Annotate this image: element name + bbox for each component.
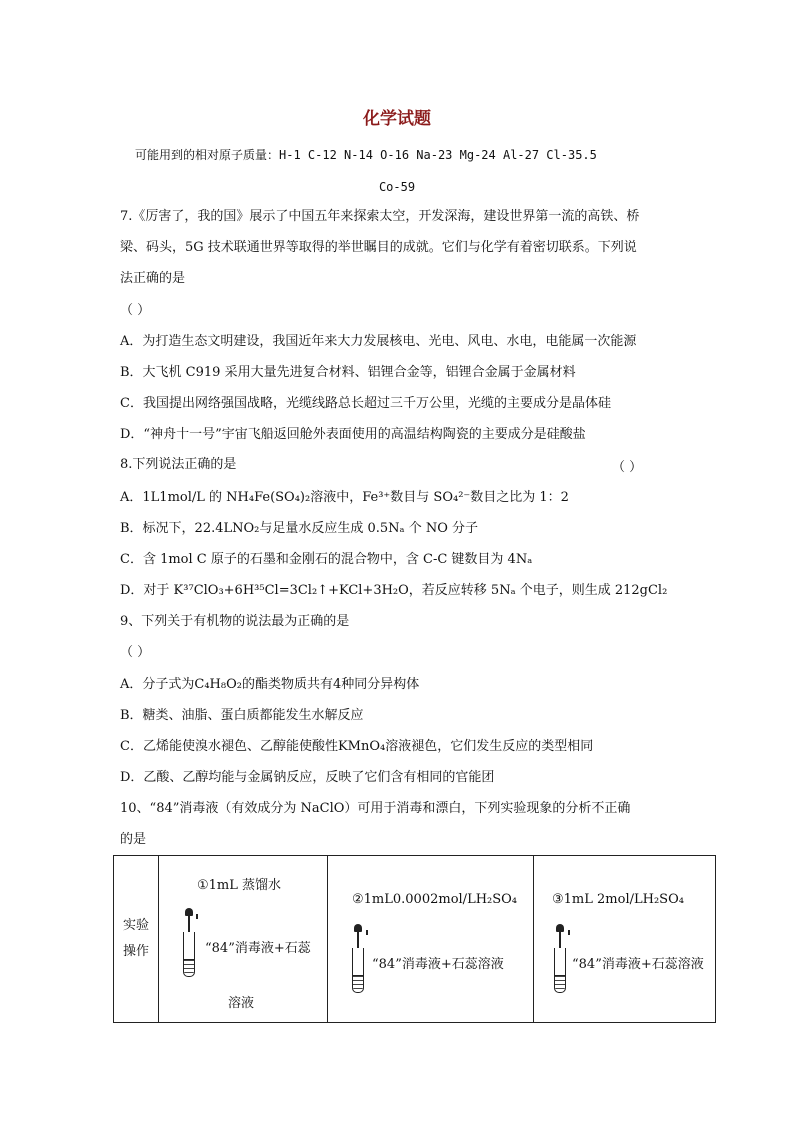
q7-stem-line2: 梁、码头，5G 技术联通世界等取得的举世瞩目的成就。它们与化学有着密切联系。下列说 — [120, 240, 637, 255]
cell1-contents-cont: 溶液 — [228, 996, 255, 1011]
cell3-reagent: ③1mL 2mol/LH₂SO₄ — [552, 892, 684, 907]
dropper-icon — [188, 914, 190, 932]
test-tube-icon — [352, 948, 364, 993]
cell3-contents: “84”消毒液+石蕊溶液 — [572, 957, 704, 972]
q8-stem: 8.下列说法正确的是 — [120, 457, 237, 472]
q9-option-c: C．乙烯能使溴水褪色、乙醇能使酸性KMnO₄溶液褪色，它们发生反应的类型相同 — [120, 739, 594, 754]
q8-option-d: D．对于 K³⁷ClO₃+6H³⁵Cl=3Cl₂↑+KCl+3H₂O，若反应转移 5Nₐ 个电子，则生成 212gCl₂ — [120, 583, 668, 598]
q8-option-b: B．标况下，22.4LNO₂与足量水反应生成 0.5Nₐ 个 NO 分子 — [120, 521, 479, 536]
q7-option-b: B．大飞机 C919 采用大量先进复合材料、铝锂合金等，铝锂合金属于金属材料 — [120, 365, 576, 380]
experiment-cell-3 — [534, 856, 716, 1023]
experiment-label: 实验操作 — [114, 856, 159, 1023]
q9-option-b: B．糖类、油脂、蛋白质都能发生水解反应 — [120, 708, 364, 723]
droplet-icon — [196, 914, 198, 919]
droplet-icon — [366, 930, 368, 935]
atomic-masses: 可能用到的相对原子质量：H-1 C-12 N-14 O-16 Na-23 Mg-24 Al-27 Cl-35.5 — [135, 148, 597, 162]
cell2-reagent: ②1mL0.0002mol/LH₂SO₄ — [352, 892, 518, 907]
atomic-masses-cont: Co-59 — [378, 180, 416, 194]
test-tube-icon — [183, 932, 195, 977]
q9-stem: 9、下列关于有机物的说法最为正确的是 — [120, 614, 350, 629]
q8-answer-paren: （ ） — [612, 460, 643, 475]
cell2-contents: “84”消毒液+石蕊溶液 — [372, 957, 504, 972]
test-tube-icon — [554, 948, 566, 993]
q9-option-a: A．分子式为C₄H₈O₂的酯类物质共有4种同分异构体 — [120, 677, 420, 692]
droplet-icon — [568, 930, 570, 935]
q8-option-c: C．含 1mol C 原子的石墨和金刚石的混合物中，含 C-C 键数目为 4Nₐ — [120, 552, 533, 567]
q7-option-c: C．我国提出网络强国战略，光缆线路总长超过三千万公里，光缆的主要成分是晶体硅 — [120, 396, 611, 411]
dropper-icon — [357, 930, 359, 948]
q10-stem-line1: 10、“84”消毒液（有效成分为 NaClO）可用于消毒和漂白，下列实验现象的分析不正确 — [120, 801, 631, 816]
cell1-reagent: ①1mL 蒸馏水 — [197, 878, 282, 893]
q7-option-d: D．“神舟十一号”宇宙飞船返回舱外表面使用的高温结构陶瓷的主要成分是硅酸盐 — [120, 427, 586, 442]
q9-answer-paren: （ ） — [120, 645, 151, 660]
q7-answer-paren: （ ） — [120, 303, 151, 318]
experiment-table — [113, 855, 716, 1023]
experiment-cell-2 — [328, 856, 534, 1023]
dropper-icon — [559, 930, 561, 948]
q10-stem-line2: 的是 — [120, 832, 147, 847]
q7-option-a: A．为打造生态文明建设，我国近年来大力发展核电、光电、风电、水电，电能属一次能源 — [120, 334, 637, 349]
q8-option-a: A．1L1mol/L 的 NH₄Fe(SO₄)₂溶液中，Fe³⁺数目与 SO₄²⁻数目之比为 1：2 — [120, 490, 569, 505]
q7-stem-line1: 7.《厉害了，我的国》展示了中国五年来探索太空，开发深海，建设世界第一流的高铁、桥 — [120, 209, 640, 224]
cell1-contents: “84”消毒液+石蕊 — [205, 941, 311, 956]
experiment-cell-1 — [159, 856, 328, 1023]
page-title: 化学试题 — [363, 109, 431, 129]
q9-option-d: D．乙酸、乙醇均能与金属钠反应，反映了它们含有相同的官能团 — [120, 770, 495, 785]
q7-stem-line3: 法正确的是 — [120, 271, 186, 286]
